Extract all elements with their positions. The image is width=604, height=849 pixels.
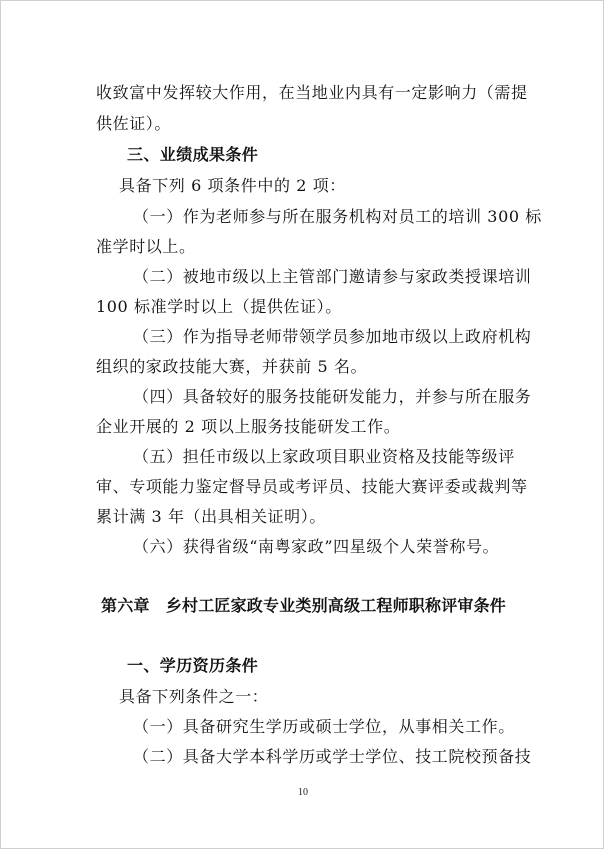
list-item: （一）作为老师参与所在服务机构对员工的培训 300 标 — [133, 207, 542, 226]
list-item: （三）作为指导老师带领学员参加地市级以上政府机构 — [133, 327, 532, 346]
text-line: 收致富中发挥较大作用，在当地业内具有一定影响力（需提 — [96, 83, 528, 102]
text-line: 企业开展的 2 项以上服务技能研发工作。 — [96, 417, 401, 436]
section-heading: 一、学历资历条件 — [127, 656, 259, 675]
list-item: （二）被地市级以上主管部门邀请参与家政类授课培训 — [133, 267, 532, 286]
text-line: 供佐证）。 — [96, 114, 172, 133]
text-line: 100 标准学时以上（提供佐证）。 — [96, 297, 342, 316]
text-line: 准学时以上。 — [96, 237, 196, 256]
text-line: 累计满 3 年（出具相关证明）。 — [96, 507, 326, 526]
section-heading: 三、业绩成果条件 — [127, 145, 259, 164]
list-item: （二）具备大学本科学历或学士学位、技工院校预备技 — [133, 747, 532, 766]
page-number: 10 — [298, 787, 308, 798]
chapter-title: 第六章 乡村工匠家政专业类别高级工程师职称评审条件 — [101, 596, 507, 615]
text-line: 审、专项能力鉴定督导员或考评员、技能大赛评委或裁判等 — [96, 477, 528, 496]
text-line: 具备下列 6 项条件中的 2 项： — [119, 176, 346, 195]
list-item: （六）获得省级“南粤家政”四星级个人荣誉称号。 — [133, 537, 500, 556]
list-item: （一）具备研究生学历或硕士学位，从事相关工作。 — [133, 717, 515, 736]
list-item: （五）担任市级以上家政项目职业资格及技能等级评 — [133, 447, 515, 466]
text-line: 组织的家政技能大赛，并获前 5 名。 — [96, 357, 368, 376]
text-line: 具备下列条件之一： — [119, 687, 269, 706]
list-item: （四）具备较好的服务技能研发能力，并参与所在服务 — [133, 387, 532, 406]
